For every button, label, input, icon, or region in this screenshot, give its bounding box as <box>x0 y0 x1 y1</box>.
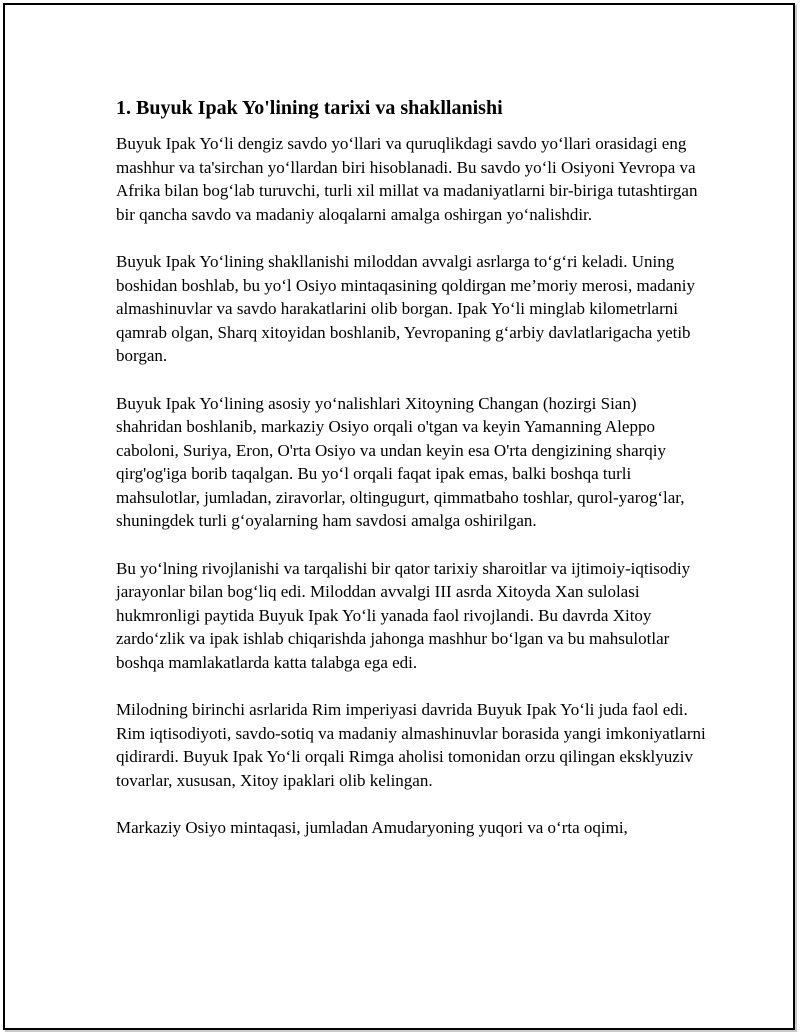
paragraph-3: Buyuk Ipak Yo‘lining asosiy yo‘nalishlari Xitoyning Changan (hozirgi Sian) shahridan boshlanib, markaziy Osiyo orqali o'tgan va keyin Yamanning Aleppo caboloni, Suriya, Eron, O'rta Osiyo va undan keyin esa O'rta dengizining sharqiy qirg'og'iga borib taqalgan. Bu yo‘l orqali faqat ipak emas, balki boshqa turli mahsulotlar, jumladan, ziravorlar, oltingugurt, qimmatbaho toshlar, qurol-yarog‘lar, shuningdek turli g‘oyalarning ham savdosi amalga oshirilgan. <box>116 393 685 530</box>
paragraph-6: Markaziy Osiyo mintaqasi, jumladan Amudaryoning yuqori va o‘rta oqimi, <box>116 818 628 837</box>
paragraph-4: Bu yo‘lning rivojlanishi va tarqalishi bir qator tarixiy sharoitlar va ijtimoiy-iqtisodiy jarayonlar bilan bog‘liq edi. Miloddan avvalgi III asrda Xitoyda Xan sulolasi hukmronligi paytida Buyuk Ipak Yo‘li yanada faol rivojlandi. Bu davrda Xitoy zardo‘zlik va ipak ishlab chiqarishda jahonga mashhur bo‘lgan va bu mahsulotlar boshqa mamlakatlarda katta talabga ega edi. <box>116 558 691 672</box>
section-heading: 1. Buyuk Ipak Yo'lining tarixi va shakllanishi <box>116 97 503 119</box>
paragraph-1: Buyuk Ipak Yo‘li dengiz savdo yo‘llari va quruqlikdagi savdo yo‘llari orasidagi eng mashhur va ta'sirchan yo‘llardan biri hisoblanadi. Bu savdo yo‘li Osiyoni Yevropa va Afrika bilan bog‘lab turuvchi, turli xil millat va madaniyatlarni bir-biriga tutashtirgan bir qancha savdo va madaniy aloqalarni amalga oshirgan yo‘nalishdir. <box>116 134 698 224</box>
paragraph-2: Buyuk Ipak Yo‘lining shakllanishi miloddan avvalgi asrlarga to‘g‘ri keladi. Uning boshidan boshlab, bu yo‘l Osiyo mintaqasining qoldirgan me’moriy merosi, madaniy almashinuvlar va savdo harakatlarini olib borgan. Ipak Yo‘li minglab kilometrlarni qamrab olgan, Sharq xitoyidan boshlanib, Yevropaning g‘arbiy davlatlarigacha yetib borgan. <box>116 252 696 365</box>
paragraph-5: Milodning birinchi asrlarida Rim imperiyasi davrida Buyuk Ipak Yo‘li juda faol edi. Rim iqtisodiyoti, savdo-sotiq va madaniy almashinuvlar borasida yangi imkoniyatlarni qidirardi. Buyuk Ipak Yo‘li orqali Rimga aholisi tomonidan orzu qilingan eksklyuziv tovarlar, xususan, Xitoy ipaklari olib kelingan. <box>116 700 706 790</box>
document-body <box>116 96 706 864</box>
